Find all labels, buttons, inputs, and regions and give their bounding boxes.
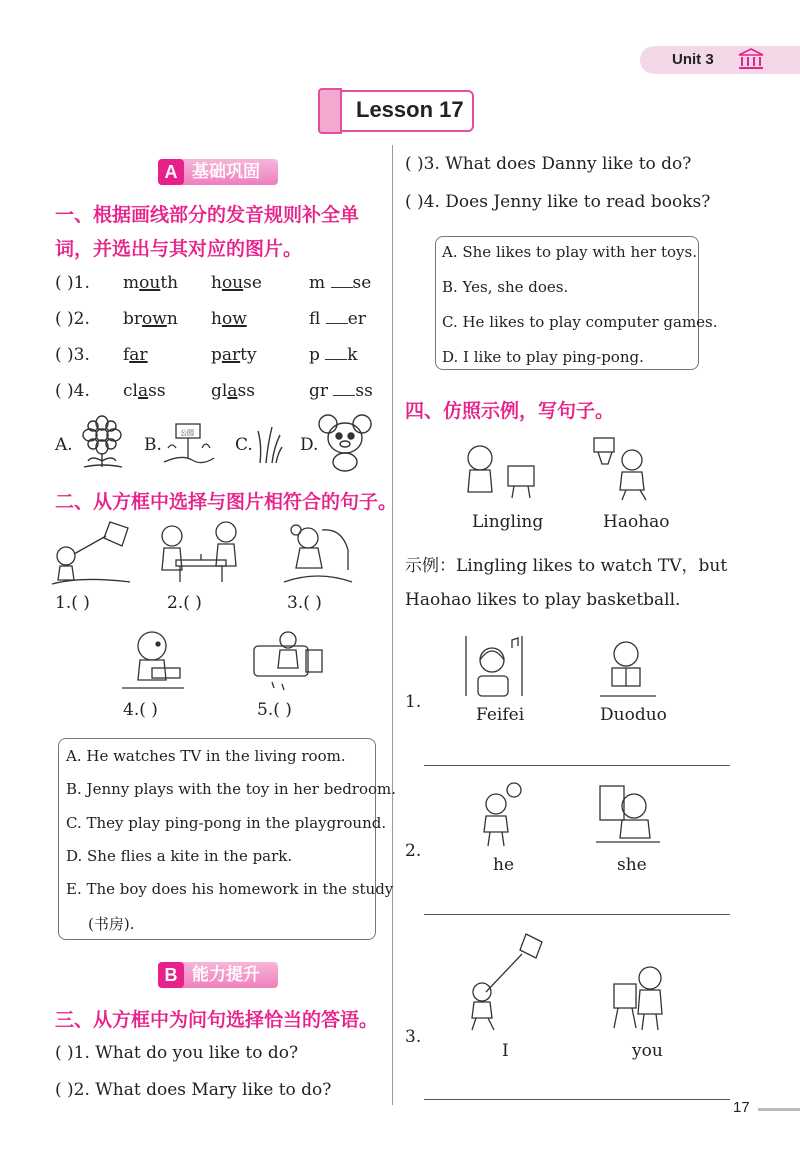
word-2: glass bbox=[211, 381, 255, 401]
q2-pic-label-3[interactable]: 3.( ) bbox=[287, 593, 322, 613]
example-sentence-line1: 示例：Lingling likes to watch TV，but bbox=[405, 556, 728, 576]
q2-option-e-continued: (书房). bbox=[88, 915, 135, 933]
q4-title: 四、仿照示例，写句子。 bbox=[405, 400, 615, 422]
word-fill-blank[interactable]: p k bbox=[309, 345, 358, 365]
q2-pic-label-5[interactable]: 5.( ) bbox=[257, 700, 292, 720]
you-painting-picture bbox=[608, 964, 672, 1034]
answer-paren[interactable]: ( )4. bbox=[55, 381, 90, 401]
answer-paren[interactable]: ( )1. bbox=[55, 273, 90, 293]
q3-question-3[interactable]: ( )3. What does Danny like to do? bbox=[405, 154, 692, 174]
q3-question-1[interactable]: ( )1. What do you like to do? bbox=[55, 1043, 299, 1063]
q2-pic-label-1[interactable]: 1.( ) bbox=[55, 593, 90, 613]
flower-picture bbox=[76, 415, 128, 471]
section-b-title: 能力提升 bbox=[192, 965, 260, 985]
q2-pic-label-4[interactable]: 4.( ) bbox=[123, 700, 158, 720]
q4-item-2-right-name: she bbox=[617, 855, 647, 875]
word-2: house bbox=[211, 273, 262, 293]
column-divider bbox=[392, 145, 393, 1105]
q4-item-2-num: 2. bbox=[405, 841, 422, 861]
q4-item-3-answer-line[interactable] bbox=[424, 1099, 730, 1100]
word-2: party bbox=[211, 345, 257, 365]
q1-title-line2: 词，并选出与其对应的图片。 bbox=[55, 238, 303, 260]
lingling-tv-picture bbox=[460, 440, 540, 502]
ping-pong-picture bbox=[158, 520, 242, 586]
unit-tab bbox=[640, 46, 800, 74]
park-sign-text: 公园 bbox=[180, 429, 194, 437]
q4-item-1-left-name: Feifei bbox=[476, 705, 525, 725]
feifei-music-picture bbox=[462, 634, 526, 700]
building-icon bbox=[738, 48, 764, 70]
answer-paren[interactable]: ( )2. bbox=[55, 309, 90, 329]
watch-tv-picture bbox=[252, 628, 324, 692]
lesson-title-tab bbox=[318, 88, 342, 134]
word-fill-blank[interactable]: m se bbox=[309, 273, 372, 293]
q4-item-1-answer-line[interactable] bbox=[424, 765, 730, 766]
pic-label-d: D. bbox=[300, 435, 319, 455]
example-sentence-line2: Haohao likes to play basketball. bbox=[405, 590, 681, 610]
he-football-picture bbox=[476, 782, 526, 848]
q4-item-2-left-name: he bbox=[493, 855, 515, 875]
pic-label-b: B. bbox=[144, 435, 162, 455]
word-fill-blank[interactable]: gr ss bbox=[309, 381, 373, 401]
answer-paren[interactable]: ( )3. bbox=[55, 345, 90, 365]
q4-item-1-num: 1. bbox=[405, 692, 422, 712]
word-1: mouth bbox=[123, 273, 179, 293]
q2-option-c: C. They play ping-pong in the playground. bbox=[66, 814, 387, 832]
q2-pic-label-2[interactable]: 2.( ) bbox=[167, 593, 202, 613]
word-1: brown bbox=[123, 309, 178, 329]
q4-item-3-right-name: you bbox=[632, 1041, 663, 1061]
section-a-title: 基础巩固 bbox=[192, 162, 260, 182]
q2-options-box bbox=[58, 738, 376, 940]
q3-question-2[interactable]: ( )2. What does Mary like to do? bbox=[55, 1080, 332, 1100]
q3-question-4[interactable]: ( )4. Does Jenny like to read books? bbox=[405, 192, 711, 212]
q2-option-d: D. She flies a kite in the park. bbox=[66, 847, 293, 865]
section-b-letter: B bbox=[158, 962, 184, 988]
i-kite-picture bbox=[466, 930, 550, 1034]
q2-option-a: A. He watches TV in the living room. bbox=[66, 747, 346, 765]
q3-title: 三、从方框中为问句选择恰当的答语。 bbox=[55, 1009, 379, 1031]
duoduo-reading-picture bbox=[596, 634, 660, 700]
word-fill-blank[interactable]: fl er bbox=[309, 309, 366, 329]
haohao-basketball-picture bbox=[592, 436, 664, 502]
q4-item-3-left-name: I bbox=[502, 1041, 509, 1061]
pic-label-c: C. bbox=[235, 435, 253, 455]
unit-label: Unit 3 bbox=[672, 51, 714, 68]
page-number: 17 bbox=[733, 1099, 750, 1116]
word-2: how bbox=[211, 309, 247, 329]
q2-option-b: B. Jenny plays with the toy in her bedroom. bbox=[66, 780, 397, 798]
she-window-picture bbox=[596, 784, 662, 846]
example-name-2: Haohao bbox=[603, 512, 670, 532]
footer-bar bbox=[758, 1108, 800, 1111]
q2-title: 二、从方框中选择与图片相符合的句子。 bbox=[55, 491, 398, 513]
q4-item-2-answer-line[interactable] bbox=[424, 914, 730, 915]
word-1: far bbox=[123, 345, 148, 365]
q2-option-e: E. The boy does his homework in the study bbox=[66, 880, 394, 898]
homework-boy-picture bbox=[122, 628, 188, 694]
q3-option-c: C. He likes to play computer games. bbox=[442, 313, 718, 331]
mouse-toy-picture bbox=[318, 412, 372, 472]
q4-item-3-num: 3. bbox=[405, 1027, 422, 1047]
section-a-letter: A bbox=[158, 159, 184, 185]
q1-title-line1: 一、根据画线部分的发音规则补全单 bbox=[55, 204, 360, 226]
park-sign-picture bbox=[162, 418, 216, 468]
q4-item-1-right-name: Duoduo bbox=[600, 705, 667, 725]
toy-girl-picture bbox=[282, 520, 354, 586]
example-name-1: Lingling bbox=[472, 512, 544, 532]
pic-label-a: A. bbox=[55, 435, 73, 455]
q3-option-a: A. She likes to play with her toys. bbox=[442, 243, 697, 261]
word-1: class bbox=[123, 381, 166, 401]
lesson-title: Lesson 17 bbox=[356, 97, 464, 122]
kite-girl-picture bbox=[52, 520, 132, 586]
grass-picture bbox=[256, 425, 284, 465]
q3-option-d: D. I like to play ping-pong. bbox=[442, 348, 644, 366]
q3-option-b: B. Yes, she does. bbox=[442, 278, 569, 296]
